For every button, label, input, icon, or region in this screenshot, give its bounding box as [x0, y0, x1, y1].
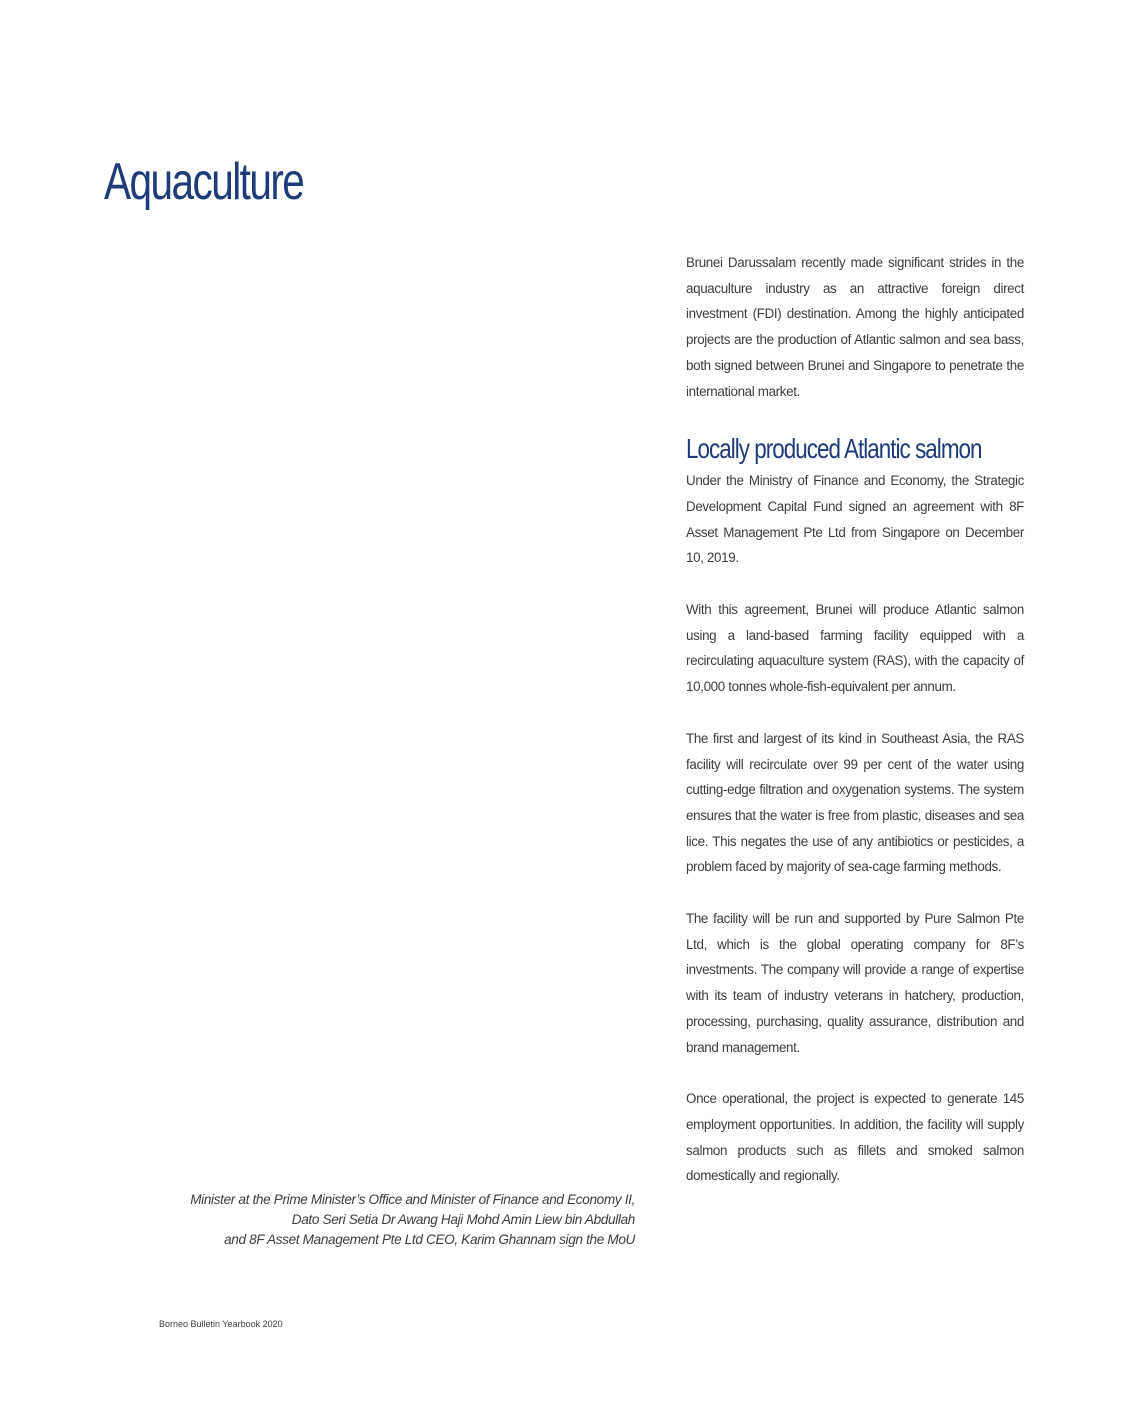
photo-caption	[115, 1190, 635, 1250]
page-title: Aquaculture	[104, 153, 304, 211]
article-body	[686, 250, 1024, 1189]
body-paragraph: The first and largest of its kind in Southeast Asia, the RAS facility will recirculate over 99 per cent of the water using cutting-edge filtration and oxygenation systems. The system ensures that the water is free from plastic, diseases and sea lice. This negates the use of any antibiotics or pesticides, a problem faced by majority of sea-cage farming methods.	[686, 730, 1024, 875]
caption-line: and 8F Asset Management Pte Ltd CEO, Karim Ghannam sign the MoU	[224, 1232, 635, 1247]
body-paragraph: Under the Ministry of Finance and Economy, the Strategic Development Capital Fund signed an agreement with 8F Asset Management Pte Ltd from Singapore on December 10, 2019.	[686, 473, 1024, 566]
body-paragraph: With this agreement, Brunei will produce Atlantic salmon using a land-based farming facility equipped with a recirculating aquaculture system (RAS), with the capacity of 10,000 tonnes whole-fish-equivalent per annum.	[686, 602, 1024, 695]
intro-paragraph: Brunei Darussalam recently made significant strides in the aquaculture industry as an attractive foreign direct investment (FDI) destination. Among the highly anticipated projects are the production of Atlantic salmon and sea bass, both signed between Brunei and Singapore to penetrate the international market.	[686, 255, 1024, 399]
body-paragraph: The facility will be run and supported by Pure Salmon Pte Ltd, which is the global operating company for 8F’s investments. The company will provide a range of expertise with its team of industry veterans in hatchery, production, processing, purchasing, quality assurance, distribution and brand management.	[686, 911, 1024, 1055]
caption-line: Minister at the Prime Minister’s Office and Minister of Finance and Economy II,	[190, 1192, 635, 1207]
page-footer: Borneo Bulletin Yearbook 2020	[159, 1319, 283, 1329]
caption-line: Dato Seri Setia Dr Awang Haji Mohd Amin Liew bin Abdullah	[291, 1212, 635, 1227]
body-paragraph: Once operational, the project is expected to generate 145 employment opportunities. In addition, the facility will supply salmon products such as fillets and smoked salmon domestically and regionally.	[686, 1091, 1024, 1184]
section-heading: Locally produced Atlantic salmon	[686, 433, 982, 465]
